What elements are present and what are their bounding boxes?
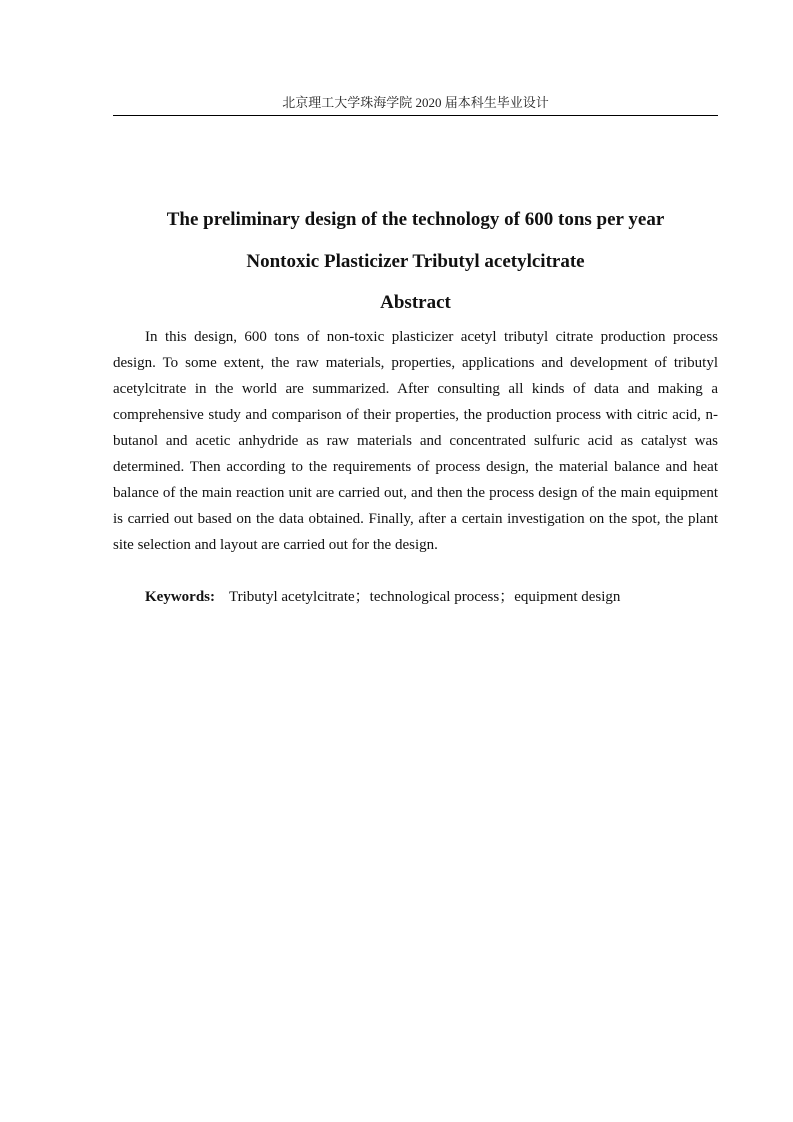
abstract-heading: Abstract bbox=[380, 292, 451, 313]
header-divider bbox=[113, 115, 718, 116]
keywords-label: Keywords: bbox=[145, 589, 215, 605]
keywords-line bbox=[145, 584, 620, 610]
thesis-title-line-1: The preliminary design of the technology of 600 tons per year bbox=[166, 209, 665, 230]
abstract-body: In this design, 600 tons of non-toxic plasticizer acetyl tributyl citrate production process design. To some extent, the raw materials, properties, applications and development of tributyl acetylcitrate in the world are summarized. After consulting all kinds of data and making a comprehensive study and comparison of their properties, the production process with citric acid, n-butanol and acetic anhydride as raw materials and concentrated sulfuric acid as catalyst was determined. Then according to the requirements of process design, the material balance and heat balance of the main reaction unit are carried out, and then the process design of the main equipment is carried out based on the data obtained. Finally, after a certain investigation on the spot, the plant site selection and layout are carried out for the design. bbox=[113, 329, 718, 553]
page-header: 北京理工大学珠海学院 2020 届本科生毕业设计 bbox=[282, 95, 549, 110]
keywords-value: Tributyl acetylcitrate；technological process；equipment design bbox=[229, 589, 621, 605]
thesis-title-line-2: Nontoxic Plasticizer Tributyl acetylcitrate bbox=[246, 251, 585, 272]
